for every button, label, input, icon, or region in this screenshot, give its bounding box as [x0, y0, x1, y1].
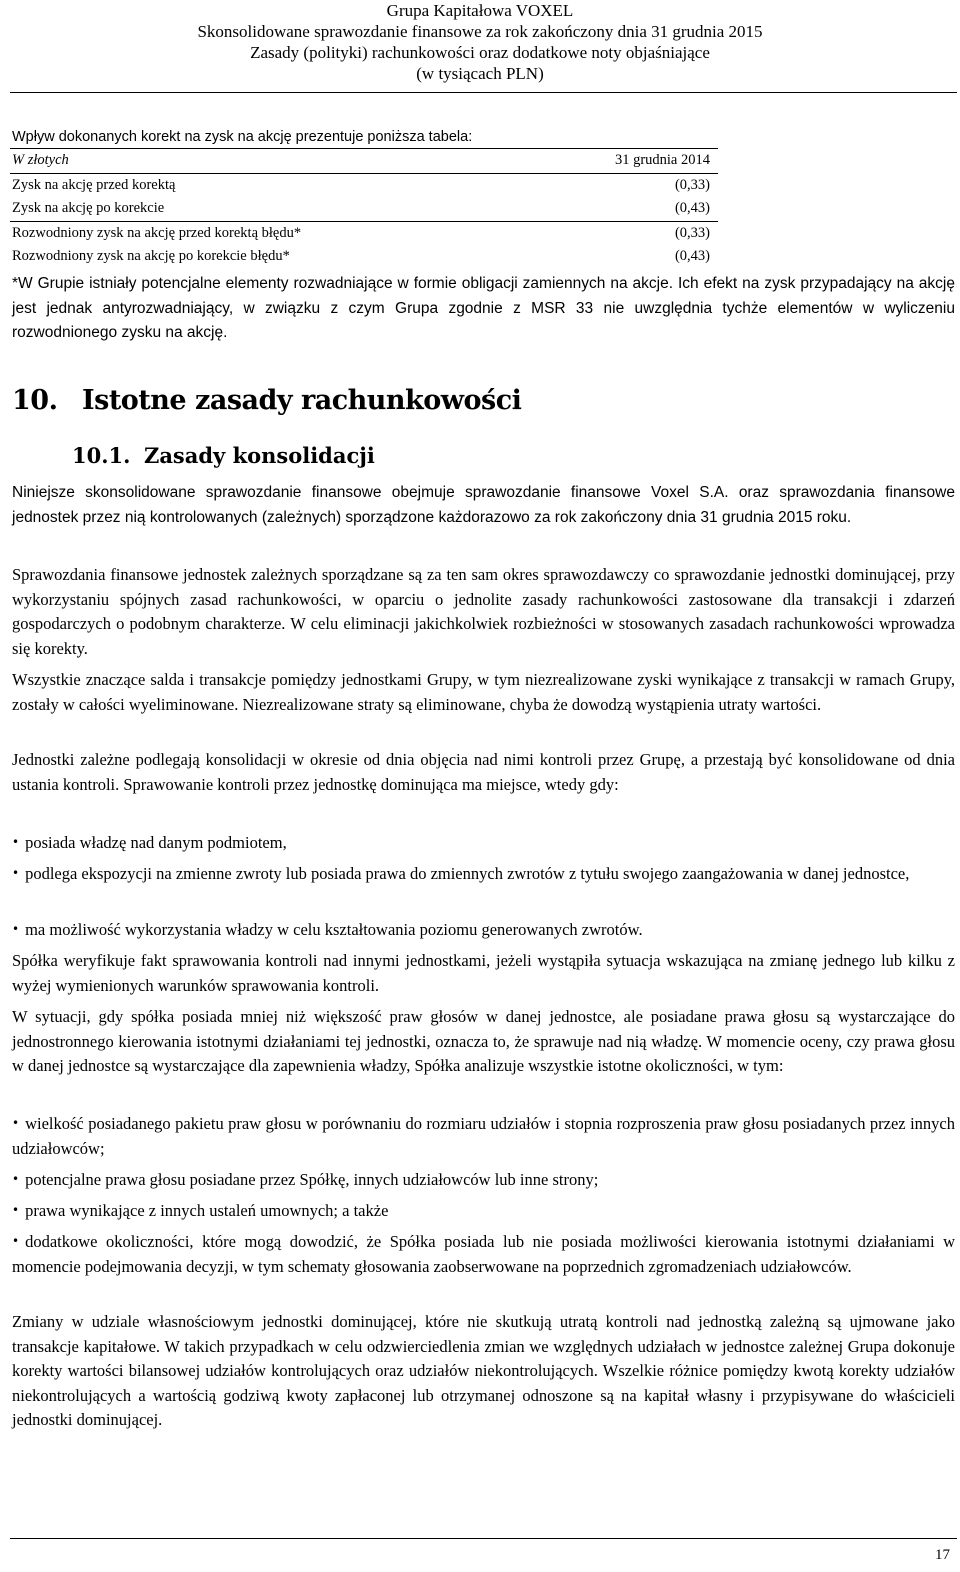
header-report-title: Skonsolidowane sprawozdanie finansowe za rok zakończony dnia 31 grudnia 2015 — [197, 22, 763, 41]
table-row — [10, 245, 718, 269]
table-row — [10, 221, 718, 245]
document-header — [0, 0, 960, 84]
subsection-number: 10.1. — [72, 443, 131, 468]
unit-label: W złotych — [10, 149, 530, 174]
table-row — [10, 173, 718, 197]
bullet-icon: • — [12, 922, 20, 936]
paragraph-voting-rights: W sytuacji, gdy spółka posiada mniej niż większość praw głosów w danej jednostce, ale posiadane prawa głosu są wystarczające do jednostronnego kierowania istotnymi działaniami tej jednostki, oznacza to, że sprawuje nad nią władzę. W momencie oceny, czy prawa głosu w danej jednostce są wystarczające dla zapewnienia władzy, Spółka analizuje wszystkie istotne okoliczności, w tym: — [12, 1007, 955, 1076]
header-rule — [10, 92, 957, 93]
list-item-text: potencjalne prawa głosu posiadane przez Spółkę, innych udziałowców lub inne strony; — [25, 1170, 599, 1189]
list-item-text: dodatkowe okoliczności, które mogą dowodzić, że Spółka posiada lub nie posiada możliwości kierowania istotnymi działaniami w momencie podejmowania decyzji, w tym schematy głosowania zaobserwowane na poprzednich zgromadzeniach udziałowców. — [12, 1232, 955, 1276]
list-item — [12, 917, 955, 943]
subsection-title: Zasady konsolidacji — [144, 443, 375, 468]
header-section-title: Zasady (polityki) rachunkowości oraz dodatkowe noty objaśniające — [250, 43, 710, 62]
list-item-text: wielkość posiadanego pakietu praw głosu w porównaniu do rozmiaru udziałów i stopnia rozproszenia praw głosu posiadanych przez innych udziałowców; — [12, 1114, 955, 1158]
paragraph-reporting-period: Sprawozdania finansowe jednostek zależnych sporządzane są za ten sam okres sprawozdawczy co sprawozdanie jednostki dominującej, przy wykorzystaniu spójnych zasad rachunkowości, w oparciu o jednolite zasady rachunkowości zastosowane dla transakcji i zdarzeń gospodarczych o podobnym charakterze. W celu eliminacji jakichkolwiek rozbieżności w stosowanych zasadach rachunkowości wprowadza się korekty. — [12, 565, 955, 658]
row-label: Rozwodniony zysk na akcję po korekcie błędu* — [12, 248, 290, 265]
bullet-icon: • — [12, 866, 20, 880]
section-title: Istotne zasady rachunkowości — [82, 385, 522, 416]
paragraph-control-review: Spółka weryfikuje fakt sprawowania kontroli nad innymi jednostkami, jeżeli wystąpiła sytuacja wskazująca na zmianę jednego lub kilku z wyżej wymienionych warunków sprawowania kontroli. — [12, 951, 955, 995]
list-item-text: prawa wynikające z innych ustaleń umownych; a także — [25, 1201, 389, 1220]
paragraph-ownership-changes: Zmiany w udziale własnościowym jednostki dominującej, które nie skutkują utratą kontroli nad jednostką zależną są ujmowane jako transakcje kapitałowe. W takich przypadkach w celu odzwierciedlenia zmian we względnych udziałach w jednostce zależnej Grupa dokonuje korekty wartości bilansowej udziałów kontrolujących oraz udziałów niekontrolujących. Wszelkie różnice pomiędzy kwotą korekty udziałów niekontrolujących a wartością godziwą kwoty zapłaconej lub otrzymanej odnoszone są na kapitał własny i przypisywane do właścicieli jednostki dominującej. — [12, 1312, 955, 1430]
list-item — [12, 1229, 955, 1279]
row-value: (0,33) — [530, 221, 718, 245]
bullet-icon: • — [12, 1234, 20, 1248]
row-value: (0,43) — [674, 200, 710, 217]
footnote: *W Grupie istniały potencjalne elementy rozwadniające w formie obligacji zamiennych na akcje. Ich efekt na zysk przypadający na akcję jest jednak antyrozwadniający, w związku z czym Grupa zgodnie z MSR 33 nie uwzględnia tychże elementów w wyliczeniu rozwodnionego zysku na akcję. — [12, 275, 955, 342]
list-item — [12, 830, 955, 856]
bullet-icon: • — [12, 1172, 20, 1186]
table-row — [10, 197, 718, 221]
row-value: (0,33) — [530, 173, 718, 197]
section-number: 10. — [12, 385, 58, 416]
bullet-icon: • — [12, 835, 20, 849]
list-item — [12, 861, 955, 887]
header-company: Grupa Kapitałowa VOXEL — [386, 1, 574, 20]
list-item-text: podlega ekspozycji na zmienne zwroty lub posiada prawa do zmiennych zwrotów z tytułu swojego zaangażowania w danej jednostce, — [25, 864, 910, 883]
eps-correction-table — [10, 148, 718, 269]
bullet-icon: • — [12, 1203, 20, 1217]
subsection-heading — [72, 443, 375, 468]
list-item — [12, 1111, 955, 1161]
footer-rule — [10, 1538, 957, 1539]
paragraph-control: Jednostki zależne podlegają konsolidacji w okresie od dnia objęcia nad nimi kontroli przez Grupę, a przestają być konsolidowane od dnia ustania kontroli. Sprawowanie kontroli przez jednostkę dominująca ma miejsce, wtedy gdy: — [12, 750, 955, 794]
list-item — [12, 1198, 955, 1224]
list-item-text: posiada władzę nad danym podmiotem, — [25, 833, 287, 852]
header-currency-note: (w tysiącach PLN) — [416, 64, 544, 83]
section-heading — [12, 385, 521, 416]
list-item-text: ma możliwość wykorzystania władzy w celu kształtowania poziomu generowanych zwrotów. — [25, 920, 643, 939]
paragraph-scope: Niniejsze skonsolidowane sprawozdanie finansowe obejmuje sprawozdanie finansowe Voxel S.A. oraz sprawozdania finansowe jednostek przez nią kontrolowanych (zależnych) sporządzone każdorazowo za rok zakończony dnia 31 grudnia 2015 roku. — [12, 484, 955, 526]
row-label: Zysk na akcję po korekcie — [12, 200, 165, 217]
table-intro: Wpływ dokonanych korekt na zysk na akcję prezentuje poniższa tabela: — [12, 129, 473, 145]
list-item — [12, 1167, 955, 1193]
table-header-row — [10, 149, 718, 174]
row-value: (0,43) — [674, 248, 710, 265]
bullet-icon: • — [12, 1116, 20, 1130]
column-header: 31 grudnia 2014 — [530, 149, 718, 174]
page-number: 17 — [935, 1547, 950, 1563]
row-label: Rozwodniony zysk na akcję przed korektą błędu* — [10, 221, 530, 245]
row-label: Zysk na akcję przed korektą — [10, 173, 530, 197]
paragraph-eliminations: Wszystkie znaczące salda i transakcje pomiędzy jednostkami Grupy, w tym niezrealizowane zyski wynikające z transakcji w ramach Grupy, zostały w całości wyeliminowane. Niezrealizowane straty są eliminowane, chyba że dowodzą wystąpienia utraty wartości. — [12, 670, 955, 714]
